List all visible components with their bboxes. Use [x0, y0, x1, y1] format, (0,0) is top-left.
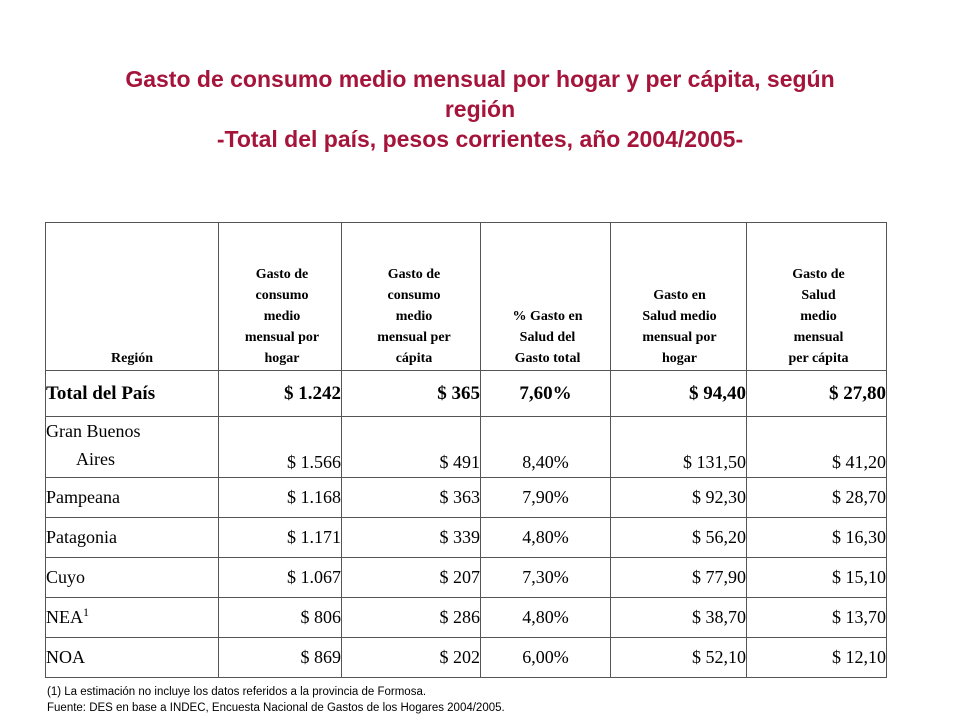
- header-consumo-hogar: Gasto de consumo medio mensual por hogar: [219, 223, 342, 371]
- cell-salud-capita: $ 16,30: [747, 518, 887, 558]
- cell-salud-capita: $ 41,20: [747, 417, 887, 478]
- cell-consumo-capita: $ 365: [342, 371, 481, 417]
- footnote-marker: 1: [83, 605, 89, 619]
- data-table: [45, 222, 887, 678]
- cell-consumo-capita: $ 491: [342, 417, 481, 478]
- cell-consumo-capita: $ 339: [342, 518, 481, 558]
- cell-region: Cuyo: [46, 558, 219, 598]
- title-line-1: Gasto de consumo medio mensual por hogar y per cápita, según: [125, 66, 835, 92]
- cell-region: Total del País: [46, 371, 219, 417]
- header-pct-salud: % Gasto en Salud del Gasto total: [481, 223, 611, 371]
- cell-salud-hogar: $ 56,20: [611, 518, 747, 558]
- cell-pct-salud: 7,60%: [481, 371, 611, 417]
- cell-consumo-capita: $ 363: [342, 478, 481, 518]
- cell-salud-capita: $ 27,80: [747, 371, 887, 417]
- table-row: [46, 638, 887, 678]
- cell-region: NOA: [46, 638, 219, 678]
- header-salud-hogar: Gasto en Salud medio mensual por hogar: [611, 223, 747, 371]
- table-row: [46, 598, 887, 638]
- cell-pct-salud: 8,40%: [481, 417, 611, 478]
- title-line-3: -Total del país, pesos corrientes, año 2004/2005-: [216, 126, 744, 152]
- table-row: [46, 518, 887, 558]
- header-salud-capita: Gasto de Salud medio mensual per cápita: [747, 223, 887, 371]
- cell-consumo-hogar: $ 1.168: [219, 478, 342, 518]
- cell-pct-salud: 4,80%: [481, 598, 611, 638]
- cell-consumo-hogar: $ 806: [219, 598, 342, 638]
- cell-consumo-capita: $ 207: [342, 558, 481, 598]
- cell-salud-capita: $ 15,10: [747, 558, 887, 598]
- footnotes: [47, 684, 505, 716]
- cell-consumo-hogar: $ 1.566: [219, 417, 342, 478]
- cell-region: Patagonia: [46, 518, 219, 558]
- cell-salud-hogar: $ 52,10: [611, 638, 747, 678]
- table-row: [46, 478, 887, 518]
- cell-pct-salud: 7,90%: [481, 478, 611, 518]
- table-header-row: [46, 223, 887, 371]
- cell-salud-capita: $ 12,10: [747, 638, 887, 678]
- cell-region: Pampeana: [46, 478, 219, 518]
- cell-consumo-capita: $ 286: [342, 598, 481, 638]
- cell-pct-salud: 4,80%: [481, 518, 611, 558]
- page-title: [40, 64, 920, 154]
- cell-pct-salud: 7,30%: [481, 558, 611, 598]
- region-label: NEA: [46, 607, 83, 627]
- cell-salud-hogar: $ 92,30: [611, 478, 747, 518]
- cell-salud-capita: $ 28,70: [747, 478, 887, 518]
- table-row: [46, 558, 887, 598]
- cell-consumo-hogar: $ 1.067: [219, 558, 342, 598]
- cell-salud-hogar: $ 94,40: [611, 371, 747, 417]
- cell-salud-capita: $ 13,70: [747, 598, 887, 638]
- cell-consumo-hogar: $ 869: [219, 638, 342, 678]
- header-consumo-capita: Gasto de consumo medio mensual per cápita: [342, 223, 481, 371]
- region-line-1: Gran Buenos: [46, 421, 141, 441]
- cell-region: [46, 598, 219, 638]
- cell-consumo-hogar: $ 1.171: [219, 518, 342, 558]
- cell-consumo-hogar: $ 1.242: [219, 371, 342, 417]
- cell-consumo-capita: $ 202: [342, 638, 481, 678]
- title-line-2: región: [444, 96, 516, 122]
- cell-pct-salud: 6,00%: [481, 638, 611, 678]
- table-row-total: [46, 371, 887, 417]
- cell-salud-hogar: $ 38,70: [611, 598, 747, 638]
- cell-region: [46, 417, 219, 478]
- cell-salud-hogar: $ 131,50: [611, 417, 747, 478]
- header-region: Región: [46, 223, 219, 371]
- source-note: Fuente: DES en base a INDEC, Encuesta Nacional de Gastos de los Hogares 2004/2005.: [47, 702, 505, 714]
- cell-salud-hogar: $ 77,90: [611, 558, 747, 598]
- footnote-1: (1) La estimación no incluye los datos referidos a la provincia de Formosa.: [47, 686, 427, 698]
- table-row: [46, 417, 887, 478]
- region-line-2: Aires: [76, 449, 115, 469]
